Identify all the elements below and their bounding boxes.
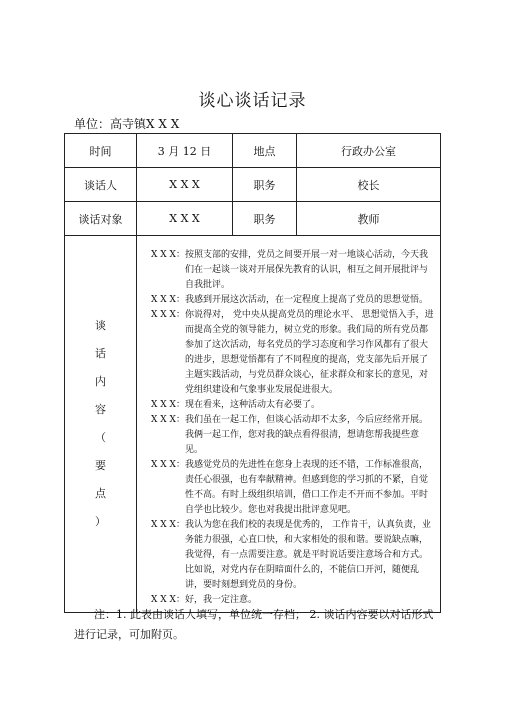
dialogue-text: 好，我一定注意。 [184,595,257,605]
target-post-value: 教师 [297,202,441,236]
talker-value: X X X [137,168,233,202]
dialogue-text: 我们虽在一起工作，但谈心活动却不太多，今后应经常开展。我俩一起工作，您对我的缺点看得很清，想请您帮我提些意见。 [184,415,428,455]
footnote: 注：1. 此表由谈话人填写，单位统一存档； 2. 谈话内容要以对话形式进行记录，可加附页。 [74,608,434,641]
content-label-char: （ [95,431,106,444]
dialogue-text: 你说得对， 党中央从提高党员的理论水平、 思想觉悟入手，进而提高全党的领导能力，树立党的形象。我们局的所有党员都参加了这次活动，每名党员的学习态度和学习作风都有了很大的进步，思想觉悟都有了不同程度的提高，党支部先后开展了主题实践活动，与党员群众谈心，征求群众和家长的意见，对党组织建设和气象事业发展促进很大。 [184,310,434,395]
content-label-char: 内 [95,375,106,388]
speaker-label: X X X： [151,310,185,320]
document-title: 谈心谈话记录 [198,91,307,111]
content-label [65,236,137,613]
dialogue-text: 我感觉党员的先进性在您身上表现的还不错，工作标准很高，责任心很强，也有奉献精神。但感到您的学习抓的不紧，自觉性不高。有时上级组织培训，借口工作走不开而不参加。平时自学也比较少。您也对我提出批评意见吧。 [184,460,429,515]
dialogue-entry [151,413,434,458]
time-label: 时间 [65,134,137,168]
dialogue-text: 按照支部的安排，党员之间要开展一对一地谈心活动，今天我们在一起谈一谈对开展保先教育的认识，相互之间开展批评与自我批评。 [184,250,429,290]
place-value: 行政办公室 [297,134,441,168]
target-post-label: 职务 [233,202,297,236]
speaker-label: X X X： [151,520,185,530]
content-label-char: ） [95,515,106,528]
dialogue-entry [151,293,434,308]
dialogue-text: 我认为您在我们校的表现是优秀的， 工作肯干，认真负责，业务能力很强，心直口快，和大家相处的很和谐。要说缺点嘛，我觉得，有一点需要注意。就是平时说话要注意场合和方式。比如说，对党内存在阴暗面什么的，不能信口开河，随便乱讲，要时刻想到党员的身份。 [184,520,431,590]
dialogue-content [137,236,441,613]
place-label: 地点 [233,134,297,168]
table-row [65,134,441,168]
time-value: 3 月 12 日 [137,134,233,168]
dialogue-entry [151,248,434,293]
dialogue-entry [151,398,434,413]
dialogue-text: 我感到开展这次活动，在一定程度上提高了党员的思想觉悟。 [184,295,428,305]
talk-record-table [64,133,441,613]
dialogue-text: 现在看来，这种活动太有必要了。 [184,400,320,410]
target-label: 谈话对象 [65,202,137,236]
target-value: X X X [137,202,233,236]
talker-post-label: 职务 [233,168,297,202]
table-row [65,202,441,236]
content-label-char: 点 [95,487,106,500]
talker-post-value: 校长 [297,168,441,202]
speaker-label: X X X： [151,415,185,425]
content-label-char: 话 [95,347,106,360]
table-row [65,236,441,613]
content-label-char: 谈 [95,319,106,332]
table-row [65,168,441,202]
speaker-label: X X X： [151,595,185,605]
dialogue-entry [151,308,434,398]
talker-label: 谈话人 [65,168,137,202]
content-label-char: 容 [95,403,106,416]
speaker-label: X X X： [151,295,185,305]
speaker-label: X X X： [151,460,185,470]
dialogue-entry [151,458,434,518]
speaker-label: X X X： [151,400,185,410]
dialogue-entry [151,518,434,593]
speaker-label: X X X： [151,250,185,260]
content-label-char: 要 [95,459,106,472]
unit-line: 单位：高寺镇X X X [74,117,180,131]
